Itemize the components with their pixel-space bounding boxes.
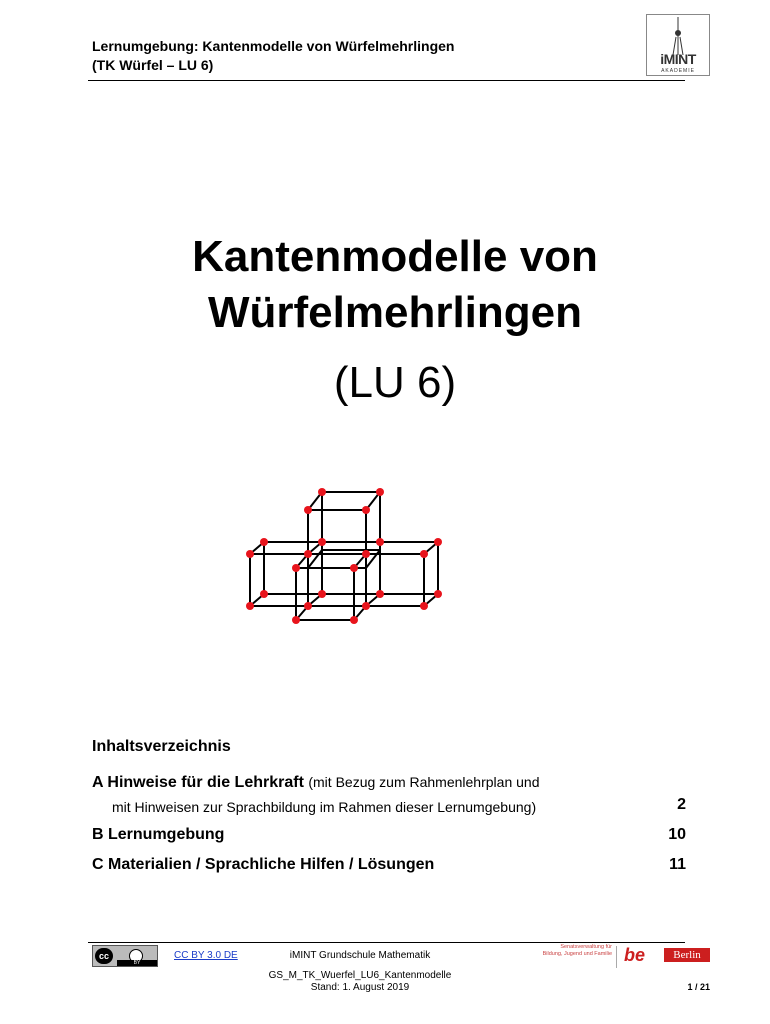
footer-filename: GS_M_TK_Wuerfel_LU6_Kantenmodelle	[268, 970, 452, 981]
logo-text: iMINT	[660, 51, 696, 67]
footer-divider	[88, 942, 685, 943]
toc-entry-a-page: 2	[677, 796, 686, 813]
toc-entry-a-note-1: (mit Bezug zum Rahmenlehrplan und	[308, 774, 540, 790]
senat-logo-text: Senatsverwaltung für Bildung, Jugend und Familie	[542, 944, 612, 957]
toc-entry-a-title: A Hinweise für die Lehrkraft	[92, 774, 304, 791]
imint-logo	[646, 14, 710, 76]
cc-icon: cc	[95, 948, 113, 964]
toc-entry-c-page: 11	[669, 856, 686, 873]
logo-divider	[616, 946, 617, 968]
tv-tower-icon	[647, 15, 711, 55]
toc-entry-a[interactable]	[92, 774, 539, 792]
be-berlin-logo: be	[624, 945, 646, 965]
page-subtitle: (LU 6)	[333, 358, 457, 407]
logo-subtext: AKADEMIE	[661, 68, 695, 74]
footer-date: Stand: 1. August 2019	[310, 982, 410, 993]
cc-license-badge	[92, 945, 158, 967]
toc-entry-c[interactable]: C Materialien / Sprachliche Hilfen / Lösungen	[92, 856, 435, 873]
page-number: 1 / 21	[687, 982, 710, 992]
header-line-2: (TK Würfel – LU 6)	[92, 57, 214, 73]
footer-org: iMINT Grundschule Mathematik	[289, 950, 431, 961]
header-divider	[88, 80, 685, 81]
toc-entry-a-note-2: mit Hinweisen zur Sprachbildung im Rahmen dieser Lernumgebung)	[112, 799, 537, 815]
header-line-1: Lernumgebung: Kantenmodelle von Würfelmehrlingen	[92, 38, 455, 54]
cube-edge-model-illustration	[240, 482, 450, 632]
page-title-line-1: Kantenmodelle von	[192, 232, 598, 281]
document-header	[92, 37, 454, 75]
berlin-badge: Berlin	[664, 948, 710, 962]
page-title-line-2: Würfelmehrlingen	[207, 288, 583, 337]
cc-by-label: BY	[117, 960, 157, 966]
toc-entry-b-page: 10	[668, 826, 686, 843]
toc-heading: Inhaltsverzeichnis	[92, 738, 231, 755]
license-link[interactable]: CC BY 3.0 DE	[174, 950, 238, 961]
toc-entry-b[interactable]: B Lernumgebung	[92, 826, 225, 843]
